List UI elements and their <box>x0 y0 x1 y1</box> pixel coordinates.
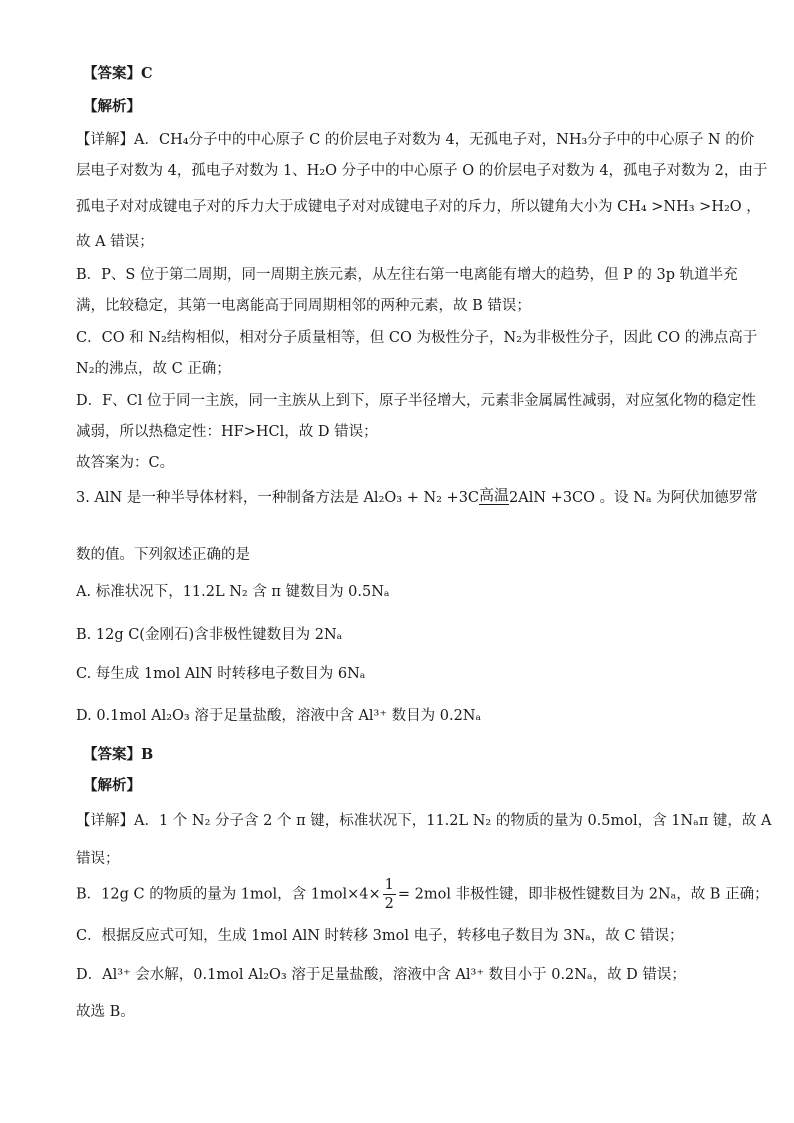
q2-analysis-line: 故答案为：C。 <box>76 455 175 471</box>
q2-analysis-label: 【解析】 <box>83 98 141 115</box>
q3-line-b-part2: = 2mol 非极性键，即非极性键数目为 2Nₐ，故 B 正确； <box>397 886 769 903</box>
q3-answer-label: 【答案】B <box>83 746 154 763</box>
q3-stem-part1: 3. AlN 是一种半导体材料，一种制备方法是 Al₂O₃ + N₂ +3C <box>76 490 480 506</box>
fraction-denominator: 2 <box>384 896 394 912</box>
q3-conclusion: 故选 B。 <box>76 1004 135 1020</box>
q3-analysis-label: 【解析】 <box>83 777 141 794</box>
q3-analysis-line-a1: 【详解】A．1 个 N₂ 分子含 2 个 π 键，标准状况下，11.2L N₂ 的物质的量为 0.5mol，含 1Nₐπ 键，故 A <box>76 813 772 829</box>
q3-option-a: A. 标准状况下，11.2L N₂ 含 π 键数目为 0.5Nₐ <box>76 584 390 600</box>
q3-stem-part2: 2AlN +3CO 。设 Nₐ 为阿伏加德罗常 <box>509 490 758 506</box>
q3-option-b: B. 12g C(金刚石)含非极性键数目为 2Nₐ <box>76 627 343 643</box>
q3-line-b-part1: B．12g C 的物质的量为 1mol，含 1mol×4× <box>76 886 381 903</box>
q3-analysis-line-d: D．Al³⁺ 会水解，0.1mol Al₂O₃ 溶于足量盐酸，溶液中含 Al³⁺ 数目小于 0.2Nₐ，故 D 错误； <box>76 967 686 983</box>
fraction-numerator: 1 <box>384 877 394 893</box>
q2-analysis-line: D．F、Cl 位于同一主族，同一主族从上到下，原子半径增大，元素非金属属性减弱，对应氢化物的稳定性 <box>76 393 757 409</box>
q3-option-d: D. 0.1mol Al₂O₃ 溶于足量盐酸，溶液中含 Al³⁺ 数目为 0.2Nₐ <box>76 708 482 724</box>
q3-analysis-line-a2: 错误； <box>76 851 120 867</box>
q2-analysis-line: 【详解】A．CH₄分子中的中心原子 C 的价层电子对数为 4，无孤电子对，NH₃分子中的中心原子 N 的价 <box>76 132 755 148</box>
q3-option-c: C. 每生成 1mol AlN 时转移电子数目为 6Nₐ <box>76 666 366 682</box>
reaction-condition: 高温 <box>479 486 510 504</box>
q2-analysis-line: 满，比较稳定，其第一电离能高于同周期相邻的两种元素，故 B 错误； <box>76 298 531 314</box>
q3-analysis-line-b <box>76 876 769 913</box>
q3-stem-line2: 数的值。下列叙述正确的是 <box>76 547 250 563</box>
q2-analysis-line: 孤电子对对成键电子对的斥力大于成键电子对对成键电子对的斥力，所以键角大小为 CH₄ >NH₃ >H₂O ， <box>76 199 761 215</box>
q2-analysis-line: C．CO 和 N₂结构相似，相对分子质量相等，但 CO 为极性分子，N₂为非极性分子，因此 CO 的沸点高于 <box>76 330 758 346</box>
reaction-arrow <box>479 486 509 508</box>
q2-analysis-line: 层电子对数为 4，孤电子对数为 1、H₂O 分子中的中心原子 O 的价层电子对数为 4，孤电子对数为 2，由于 <box>76 163 768 179</box>
q3-analysis-line-c: C．根据反应式可知，生成 1mol AlN 时转移 3mol 电子，转移电子数目为 3Nₐ，故 C 错误； <box>76 928 684 944</box>
q3-stem-line1 <box>76 486 758 508</box>
q2-analysis-line: B．P、S 位于第二周期，同一周期主族元素，从左往右第一电离能有增大的趋势，但 P 的 3p 轨道半充 <box>76 267 738 283</box>
q2-analysis-line: 故 A 错误； <box>76 234 154 250</box>
fraction <box>383 876 396 913</box>
q2-analysis-line: 减弱，所以热稳定性：HF>HCl，故 D 错误； <box>76 424 378 440</box>
q2-analysis-line: N₂的沸点，故 C 正确； <box>76 361 231 377</box>
q2-answer-label: 【答案】C <box>83 65 153 82</box>
